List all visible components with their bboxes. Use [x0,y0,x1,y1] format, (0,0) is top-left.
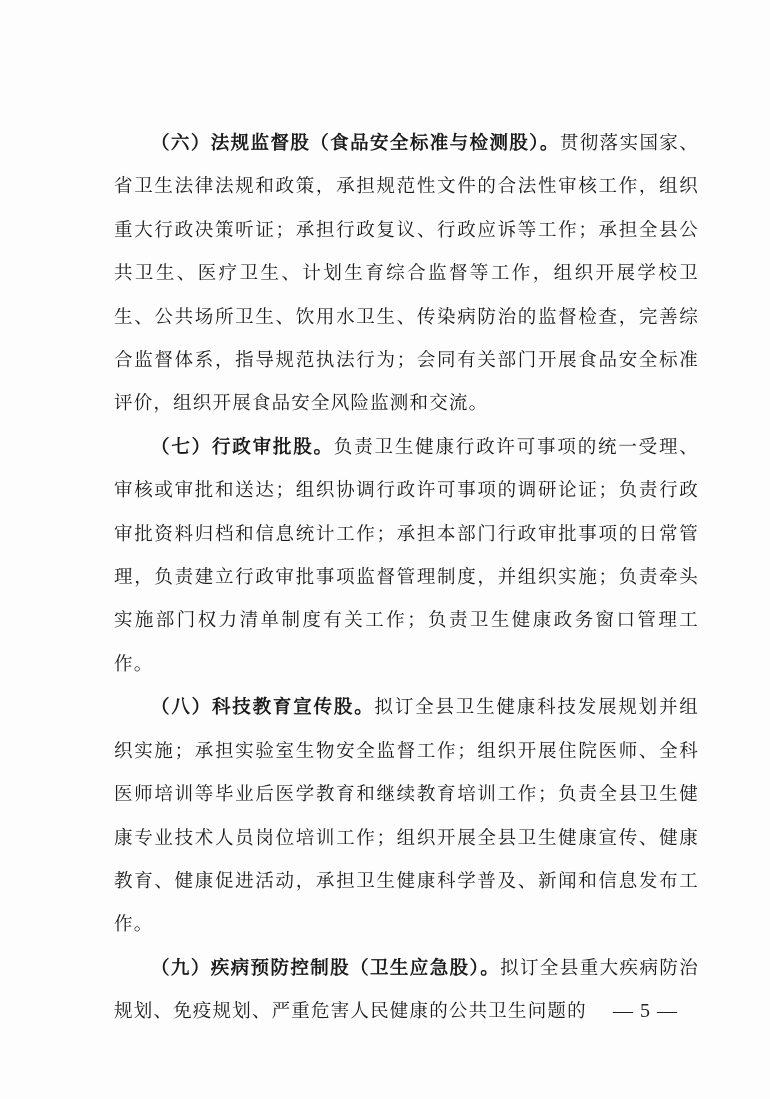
paragraph-heading: （七）行政审批股。 [151,436,334,458]
paragraph-text: 拟订全县重大疾病防治规划、免疫规划、严重危害人民健康的公共卫生问题的 [114,957,699,1023]
paragraph-text: 拟订全县卫生健康科技发展规划并组织实施；承担实验室生物安全监督工作；组织开展住院医师、全科医师培训等毕业后医学教育和继续教育培训工作；负责全县卫生健康专业技术人员岗位培训工作；组织开展全县卫生健康宣传、健康教育、健康促进活动，承担卫生健康科学普及、新闻和信息发布工作。 [114,697,700,936]
paragraph-heading: （九）疾病预防控制股（卫生应急股）。 [151,957,501,979]
page-number: — 5 — [613,1000,678,1022]
document-body [114,122,699,1034]
paragraph-text: 负责卫生健康行政许可事项的统一受理、审核或审批和送达；组织协调行政许可事项的调研论证；负责行政审批资料归档和信息统计工作；承担本部门行政审批事项的日常管理，负责建立行政审批事项监督管理制度，并组织实施；负责牵头实施部门权力清单制度有关工作；负责卫生健康政务窗口管理工作。 [114,436,699,675]
paragraph-science-education [114,686,699,946]
paragraph-disease-control [114,947,699,1034]
paragraph-heading: （八）科技教育宣传股。 [151,697,375,719]
paragraph-text: 贯彻落实国家、省卫生法律法规和政策，承担规范性文件的合法性审核工作，组织重大行政决策听证；承担行政复议、行政应诉等工作；承担全县公共卫生、医疗卫生、计划生育综合监督等工作，组织开展学校卫生、公共场所卫生、饮用水卫生、传染病防治的监督检查，完善综合监督体系，指导规范执法行为；会同有关部门开展食品安全标准评价，组织开展食品安全风险监测和交流。 [114,133,699,415]
paragraph-admin-approval [114,426,699,686]
paragraph-legal-supervision [114,122,699,426]
paragraph-heading: （六）法规监督股（食品安全标准与检测股）。 [151,133,560,154]
